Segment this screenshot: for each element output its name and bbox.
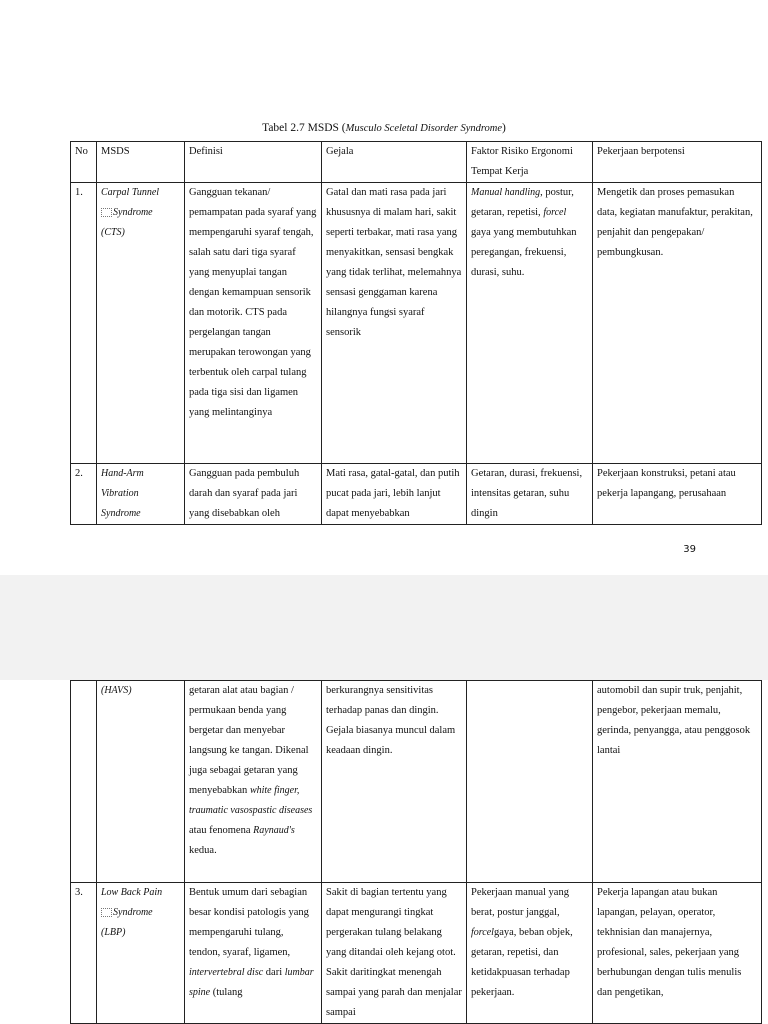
cell-pekerjaan: Pekerja lapangan atau bukan lapangan, pelayan, operator, tekhnisian dan manajernya, profesional, sales, pekerjaan yang berhubungan dengan tulis menulis dan pengetikan,: [593, 883, 762, 1024]
cell-definisi: Gangguan tekanan/ pemampatan pada syaraf yang mempengaruhi syaraf tengah, salah satu dari tiga syaraf yang menyuplai tangan dengan kemampuan sensorik dan motorik. CTS pada pergelangan tangan merupakan terowongan yang terbentuk oleh carpal tulang pada tiga sisi dan ligamen yang melintanginya: [185, 183, 322, 464]
cell-no: [71, 681, 97, 883]
page-gap: [0, 575, 768, 680]
table-row: [71, 183, 762, 464]
cell-pekerjaan: Mengetik dan proses pemasukan data, kegiatan manufaktur, perakitan, penjahit dan pengepakan/ pembungkusan.: [593, 183, 762, 464]
header-faktor: Faktor Risiko Ergonomi Tempat Kerja: [467, 142, 593, 183]
table-header-row: [71, 142, 762, 183]
cell-no: 1.: [71, 183, 97, 464]
msds-table: [70, 141, 762, 525]
cell-gejala: berkurangnya sensitivitas terhadap panas dan dingin. Gejala biasanya muncul dalam keadaan dingin.: [322, 681, 467, 883]
comment-marker-icon: [101, 208, 112, 217]
page-number: 39: [683, 544, 696, 555]
cell-gejala: Gatal dan mati rasa pada jari khususnya di malam hari, sakit seperti terbakar, mati rasa yang menyakitkan, sensasi bengkak yang tidak terlihat, melemahnya sensasi genggaman karena hilangnya fungsi syaraf sensorik: [322, 183, 467, 464]
header-no: No: [71, 142, 97, 183]
cell-no: 2.: [71, 464, 97, 525]
cell-gejala: Sakit di bagian tertentu yang dapat mengurangi tingkat pergerakan tulang belakang yang ditandai oleh kejang otot. Sakit daritingkat menengah sampai yang parah dan menjalar sampai: [322, 883, 467, 1024]
table-row: [71, 883, 762, 1024]
table-row: [71, 464, 762, 525]
cell-definisi: Gangguan pada pembuluh darah dan syaraf pada jari yang disebabkan oleh: [185, 464, 322, 525]
header-pekerjaan: Pekerjaan berpotensi: [593, 142, 762, 183]
cell-pekerjaan: automobil dan supir truk, penjahit, pengebor, pekerjaan memalu, gerinda, penyangga, atau penggosok lantai: [593, 681, 762, 883]
cell-faktor: Getaran, durasi, frekuensi, intensitas getaran, suhu dingin: [467, 464, 593, 525]
header-gejala: Gejala: [322, 142, 467, 183]
header-definisi: Definisi: [185, 142, 322, 183]
header-msds: MSDS: [97, 142, 185, 183]
cell-pekerjaan: Pekerjaan konstruksi, petani atau pekerja lapangang, perusahaan: [593, 464, 762, 525]
cell-msds: Hand-Arm Vibration Syndrome: [97, 464, 185, 525]
cell-faktor: Manual handling, postur, getaran, repetisi, forcel gaya yang membutuhkan peregangan, frekuensi, durasi, suhu.: [467, 183, 593, 464]
cell-definisi: getaran alat atau bagian / permukaan benda yang bergetar dan menyebar langsung ke tangan. Dikenal juga sebagai getaran yang menyebabkan white finger, traumatic vasospastic diseases atau fenomena Raynaud's kedua.: [185, 681, 322, 883]
cell-definisi: Bentuk umum dari sebagian besar kondisi patologis yang mempengaruhi tulang, tendon, syaraf, ligamen, intervertebral disc dari lumbar spine (tulang: [185, 883, 322, 1024]
cell-gejala: Mati rasa, gatal-gatal, dan putih pucat pada jari, lebih lanjut dapat menyebabkan: [322, 464, 467, 525]
table-caption: Tabel 2.7 MSDS (Musculo Sceletal Disorder Syndrome): [262, 122, 506, 134]
table-row: [71, 681, 762, 883]
cell-faktor: Pekerjaan manual yang berat, postur janggal, forcelgaya, beban objek, getaran, repetisi, dan ketidakpuasan terhadap pekerjaan.: [467, 883, 593, 1024]
comment-marker-icon: [101, 908, 112, 917]
cell-msds: (HAVS): [97, 681, 185, 883]
cell-faktor: [467, 681, 593, 883]
msds-table-continued: [70, 680, 762, 1024]
cell-msds: Low Back Pain Syndrome (LBP): [97, 883, 185, 1024]
cell-msds: Carpal Tunnel Syndrome (CTS): [97, 183, 185, 464]
page-40: [0, 680, 768, 1024]
cell-no: 3.: [71, 883, 97, 1024]
